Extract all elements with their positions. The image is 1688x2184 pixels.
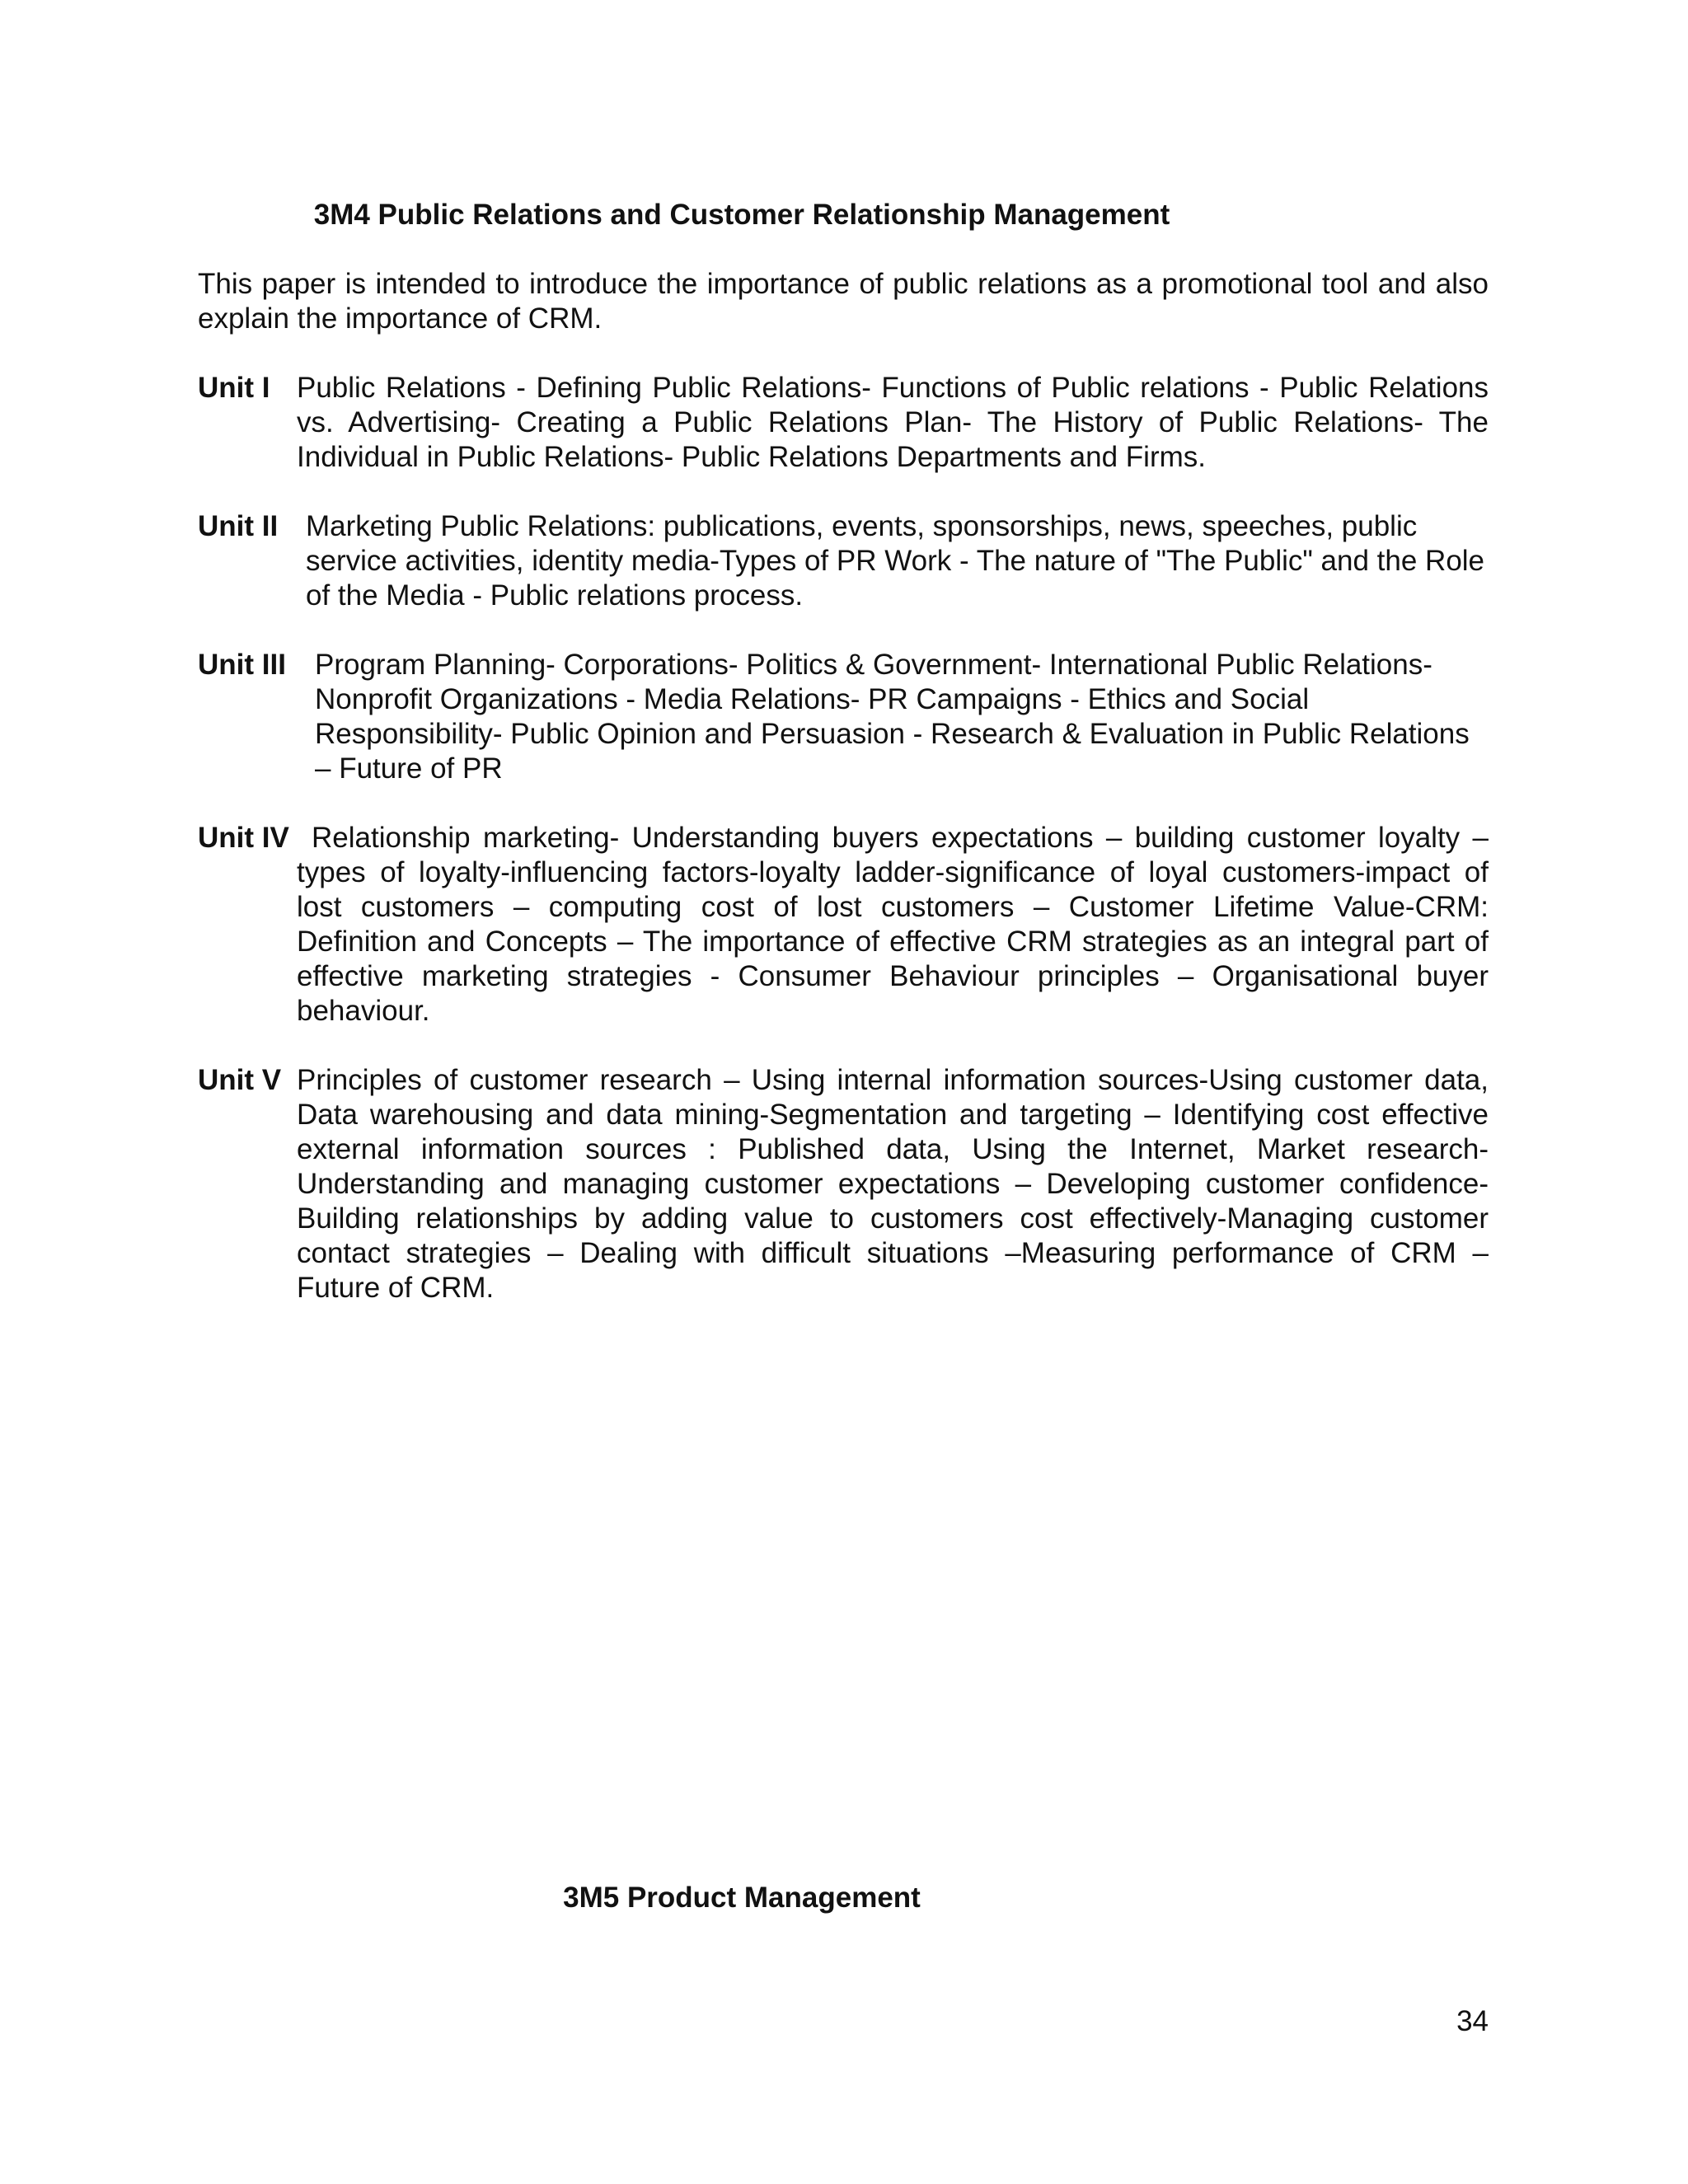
unit-4-text: Relationship marketing- Understanding buyers expectations – building customer loyalty – types of loyalty-influencing factors-loyalty ladder-significance of loyal customers-impact of lost customers – computing cost of lost customers – Customer Lifetime Value-CRM: Definition and Concepts – The importance of effective CRM strategies as an integral part of effective marketing strategies - Consumer Behaviour principles – Organisational buyer behaviour. xyxy=(297,822,1489,1027)
course-intro: This paper is intended to introduce the importance of public relations as a promotional tool and also explain the importance of CRM. xyxy=(198,268,1489,335)
next-course-title: 3M5 Product Management xyxy=(563,1882,921,1914)
page-number: 34 xyxy=(1456,2005,1489,2037)
unit-2-text: Marketing Public Relations: publications, events, sponsorships, news, speeches, public service activities, identity media-Types of PR Work - The nature of "The Public" and the Role of the Media - Public relations process. xyxy=(306,510,1485,612)
unit-3-label: Unit III xyxy=(198,649,286,681)
unit-2-label: Unit II xyxy=(198,510,279,542)
unit-5-text: Principles of customer research – Using internal information sources-Using customer data, Data warehousing and data mining-Segmentation and targeting – Identifying cost effective external information sources : Published data, Using the Internet, Market research- Understanding and managing customer expectations – Developing customer confidence- Building relationships by adding value to customers cost effectively-Managing customer contact strategies – Dealing with difficult situations –Measuring performance of CRM – Future of CRM. xyxy=(297,1064,1489,1304)
course-title: 3M4 Public Relations and Customer Relationship Management xyxy=(313,199,1170,231)
unit-4-label: Unit IV xyxy=(198,822,289,854)
unit-1-text: Public Relations - Defining Public Relations- Functions of Public relations - Public Relations vs. Advertising- Creating a Public Relations Plan- The History of Public Relations- The Individual in Public Relations- Public Relations Departments and Firms. xyxy=(297,372,1489,473)
unit-5-label: Unit V xyxy=(198,1064,282,1096)
unit-3-text: Program Planning- Corporations- Politics & Government- International Public Relations-Nonprofit Organizations - Media Relations- PR Campaigns - Ethics and Social Responsibility- Public Opinion and Persuasion - Research & Evaluation in Public Relations – Future of PR xyxy=(315,649,1470,785)
unit-1-label: Unit I xyxy=(198,372,270,404)
